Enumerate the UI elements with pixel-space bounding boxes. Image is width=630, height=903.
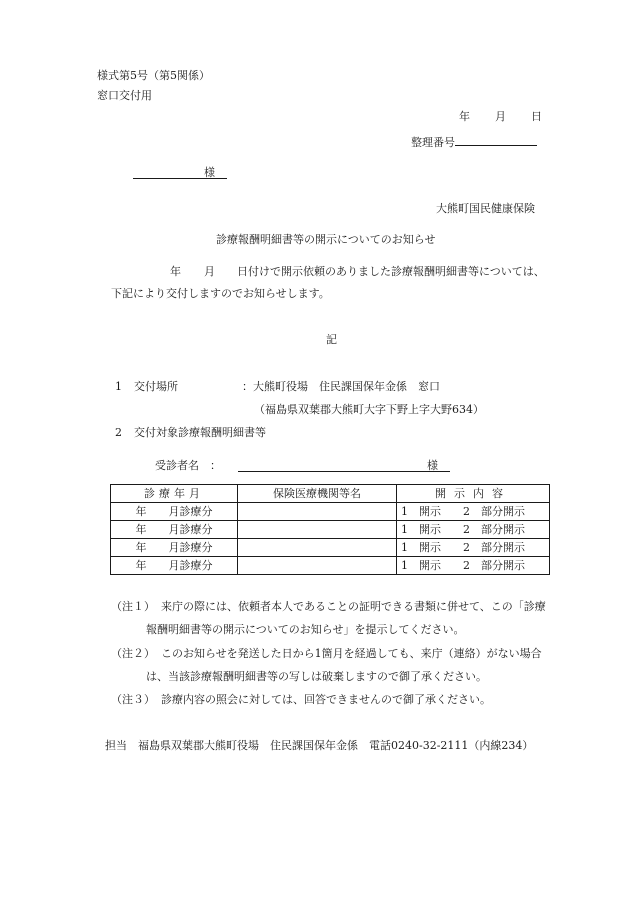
form-number: 様式第5号（第5関係） (97, 69, 210, 82)
col-header-month: 診療年月 (111, 485, 238, 503)
body-month: 月 (204, 265, 215, 278)
patient-label: 受診者名 ： (155, 459, 221, 472)
note3-line1: 診療内容の照会に対しては、回答できませんので御了承ください。 (161, 693, 491, 706)
row-disclosure: 1 開示 2 部分開示 (397, 539, 550, 557)
page-title: 診療報酬明細書等の開示についてのお知らせ (216, 233, 436, 246)
item1-value: ：大熊町役場 住民課国保年金係 窓口 (242, 380, 440, 393)
row-month: 年 月診療分 (111, 539, 238, 557)
date-day: 日 (531, 110, 542, 123)
table-row (111, 557, 550, 575)
item2-label: 交付対象診療報酬明細書等 (134, 426, 266, 439)
row-month: 年 月診療分 (111, 503, 238, 521)
recipient-line (133, 167, 227, 179)
body-line1: 日付けで開示依頼のありました診療報酬明細書等については、 (237, 265, 545, 278)
note3-label: （注３） (111, 693, 155, 706)
date-year: 年 (459, 110, 470, 123)
note1-label: （注１） (111, 600, 155, 613)
recipient (133, 167, 227, 179)
patient-name-line (238, 460, 450, 472)
row-institution (238, 557, 397, 575)
note2-line1: このお知らせを発送した日から1箇月を経過しても、来庁（連絡）がない場合 (161, 647, 542, 660)
table-row (111, 521, 550, 539)
date-month: 月 (495, 110, 506, 123)
row-disclosure: 1 開示 2 部分開示 (397, 557, 550, 575)
table-row (111, 539, 550, 557)
note1-line2: 報酬明細書等の開示についてのお知らせ」を提示してください。 (146, 623, 465, 636)
note2 (111, 648, 542, 659)
item2-number: 2 (115, 426, 122, 439)
row-institution (238, 539, 397, 557)
recipient-honorific: 様 (204, 166, 215, 179)
item1-label: 交付場所 (134, 380, 178, 393)
row-disclosure: 1 開示 2 部分開示 (397, 521, 550, 539)
note2-label: （注２） (111, 647, 155, 660)
issuer: 大熊町国民健康保険 (436, 202, 535, 215)
row-institution (238, 503, 397, 521)
item1-number: 1 (115, 380, 122, 393)
reference-number (411, 134, 537, 148)
disclosure-table (110, 484, 550, 575)
table-header-row (111, 485, 550, 503)
row-month: 年 月診療分 (111, 521, 238, 539)
row-month: 年 月診療分 (111, 557, 238, 575)
row-institution (238, 521, 397, 539)
ki-heading: 記 (326, 333, 337, 346)
reference-label: 整理番号 (411, 136, 455, 149)
contact-footer: 担当 福島県双葉郡大熊町役場 住民課国保年金係 電話0240-32-2111（内線234） (105, 739, 534, 752)
patient-name-field (238, 460, 450, 472)
col-header-disclosure: 開示内容 (397, 485, 550, 503)
note3 (111, 694, 491, 705)
body-year: 年 (170, 265, 181, 278)
note1-line1: 来庁の際には、依頼者本人であることの証明できる書類に併せて、この「診療 (161, 600, 546, 613)
copy-type: 窓口交付用 (97, 89, 152, 102)
patient-honorific: 様 (427, 459, 438, 472)
item1-address: （福島県双葉郡大熊町大字下野上字大野634） (254, 403, 484, 416)
row-disclosure: 1 開示 2 部分開示 (397, 503, 550, 521)
reference-blank (455, 134, 537, 146)
col-header-institution: 保険医療機関等名 (238, 485, 397, 503)
note1 (111, 601, 546, 612)
note2-line2: は、当該診療報酬明細書等の写しは破棄しますので御了承ください。 (146, 670, 487, 683)
body-line2: 下記により交付しますのでお知らせします。 (111, 287, 330, 300)
table-row (111, 503, 550, 521)
